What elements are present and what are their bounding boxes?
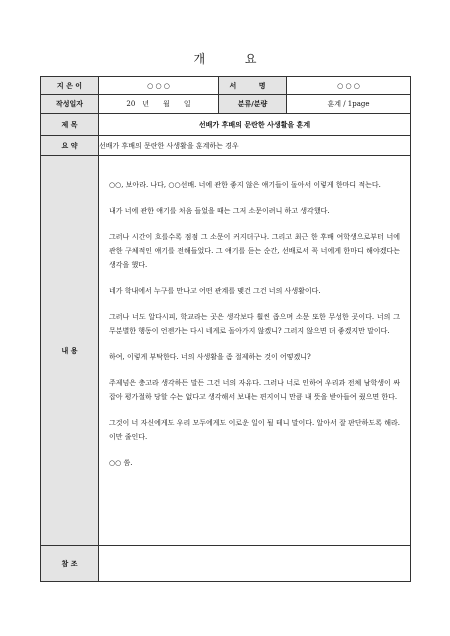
category-value: 훈계 / 1page <box>287 95 411 114</box>
content-paragraph: ○○ 씀. <box>109 459 133 467</box>
content-body <box>99 156 411 546</box>
date-value: 20 년 월 일 <box>99 95 219 114</box>
subject-label: 제 목 <box>41 114 99 136</box>
summary-value: 선배가 후배의 문란한 사생활을 훈계하는 경우 <box>99 136 411 156</box>
writer-row <box>41 77 411 95</box>
subject-row <box>41 114 411 136</box>
content-paragraph: 내가 너에 관한 얘기를 처음 들었을 때는 그저 소문이려니 하고 생각했다. <box>109 207 330 215</box>
reference-row <box>41 546 411 582</box>
summary-row <box>41 136 411 156</box>
signature-value: ○ ○ ○ <box>287 77 411 95</box>
date-row <box>41 95 411 114</box>
content-paragraph: 주제넘은 충고라 생각하든 말든 그건 너의 자유다. 그러나 너로 인하여 우리과 전체 남학생이 싸잡아 평가절하 당할 수는 없다고 생각해서 보내는 편지이니 만큼 내 뜻을 받아들여 줬으면 한다. <box>109 379 400 401</box>
category-label: 분류/분량 <box>219 95 287 114</box>
reference-value <box>99 546 411 582</box>
title-char: 개 <box>193 52 206 66</box>
content-paragraph: 그것이 너 자신에게도 우리 모두에게도 이로운 일이 될 테니 말이다. 알아서 잘 판단하도록 해라. 이만 줄인다. <box>109 419 400 441</box>
subject-value: 선배가 후배의 문란한 사생활을 훈계 <box>99 114 411 136</box>
reference-label: 참 조 <box>41 546 99 582</box>
summary-form-table <box>40 76 411 582</box>
date-label: 작성일자 <box>41 95 99 114</box>
document-title <box>0 50 450 67</box>
writer-label: 지 은 이 <box>41 77 99 95</box>
writer-value: ○ ○ ○ <box>99 77 219 95</box>
content-paragraph: 하여, 이렇게 부탁한다. 너의 사생활을 좀 절제하는 것이 어떻겠니? <box>109 353 311 361</box>
content-row <box>41 156 411 546</box>
title-char: 요 <box>244 52 257 66</box>
content-paragraph: ○○, 보아라. 나다, ○○선배. 너에 관한 좋지 않은 얘기들이 돌아서 이렇게 한마디 적는다. <box>109 181 381 189</box>
content-paragraph: 그러나 시간이 흐를수록 점점 그 소문이 커지더구나. 그리고 최근 한 후배 여학생으로부터 너에 관한 구체적인 얘기를 전해들었다. 그 얘기를 듣는 순간, 선배로서 꼭 너에게 한마디 해야겠다는 생각을 했다. <box>109 233 400 269</box>
summary-label: 요 약 <box>41 136 99 156</box>
content-paragraph: 그러나 너도 알다시피, 학교라는 곳은 생각보다 훨씬 좁으며 소문 또한 무성한 곳이다. 너의 그 무분별한 행동이 언젠가는 다시 네게로 돌아가지 않겠니? 그러지 않으면 더 좋겠지만 말이다. <box>109 313 400 335</box>
signature-label: 서 명 <box>219 77 287 95</box>
content-label: 내 용 <box>41 156 99 546</box>
content-paragraph: 네가 학내에서 누구를 만나고 어떤 관계를 맺건 그건 너의 사생활이다. <box>109 287 321 295</box>
